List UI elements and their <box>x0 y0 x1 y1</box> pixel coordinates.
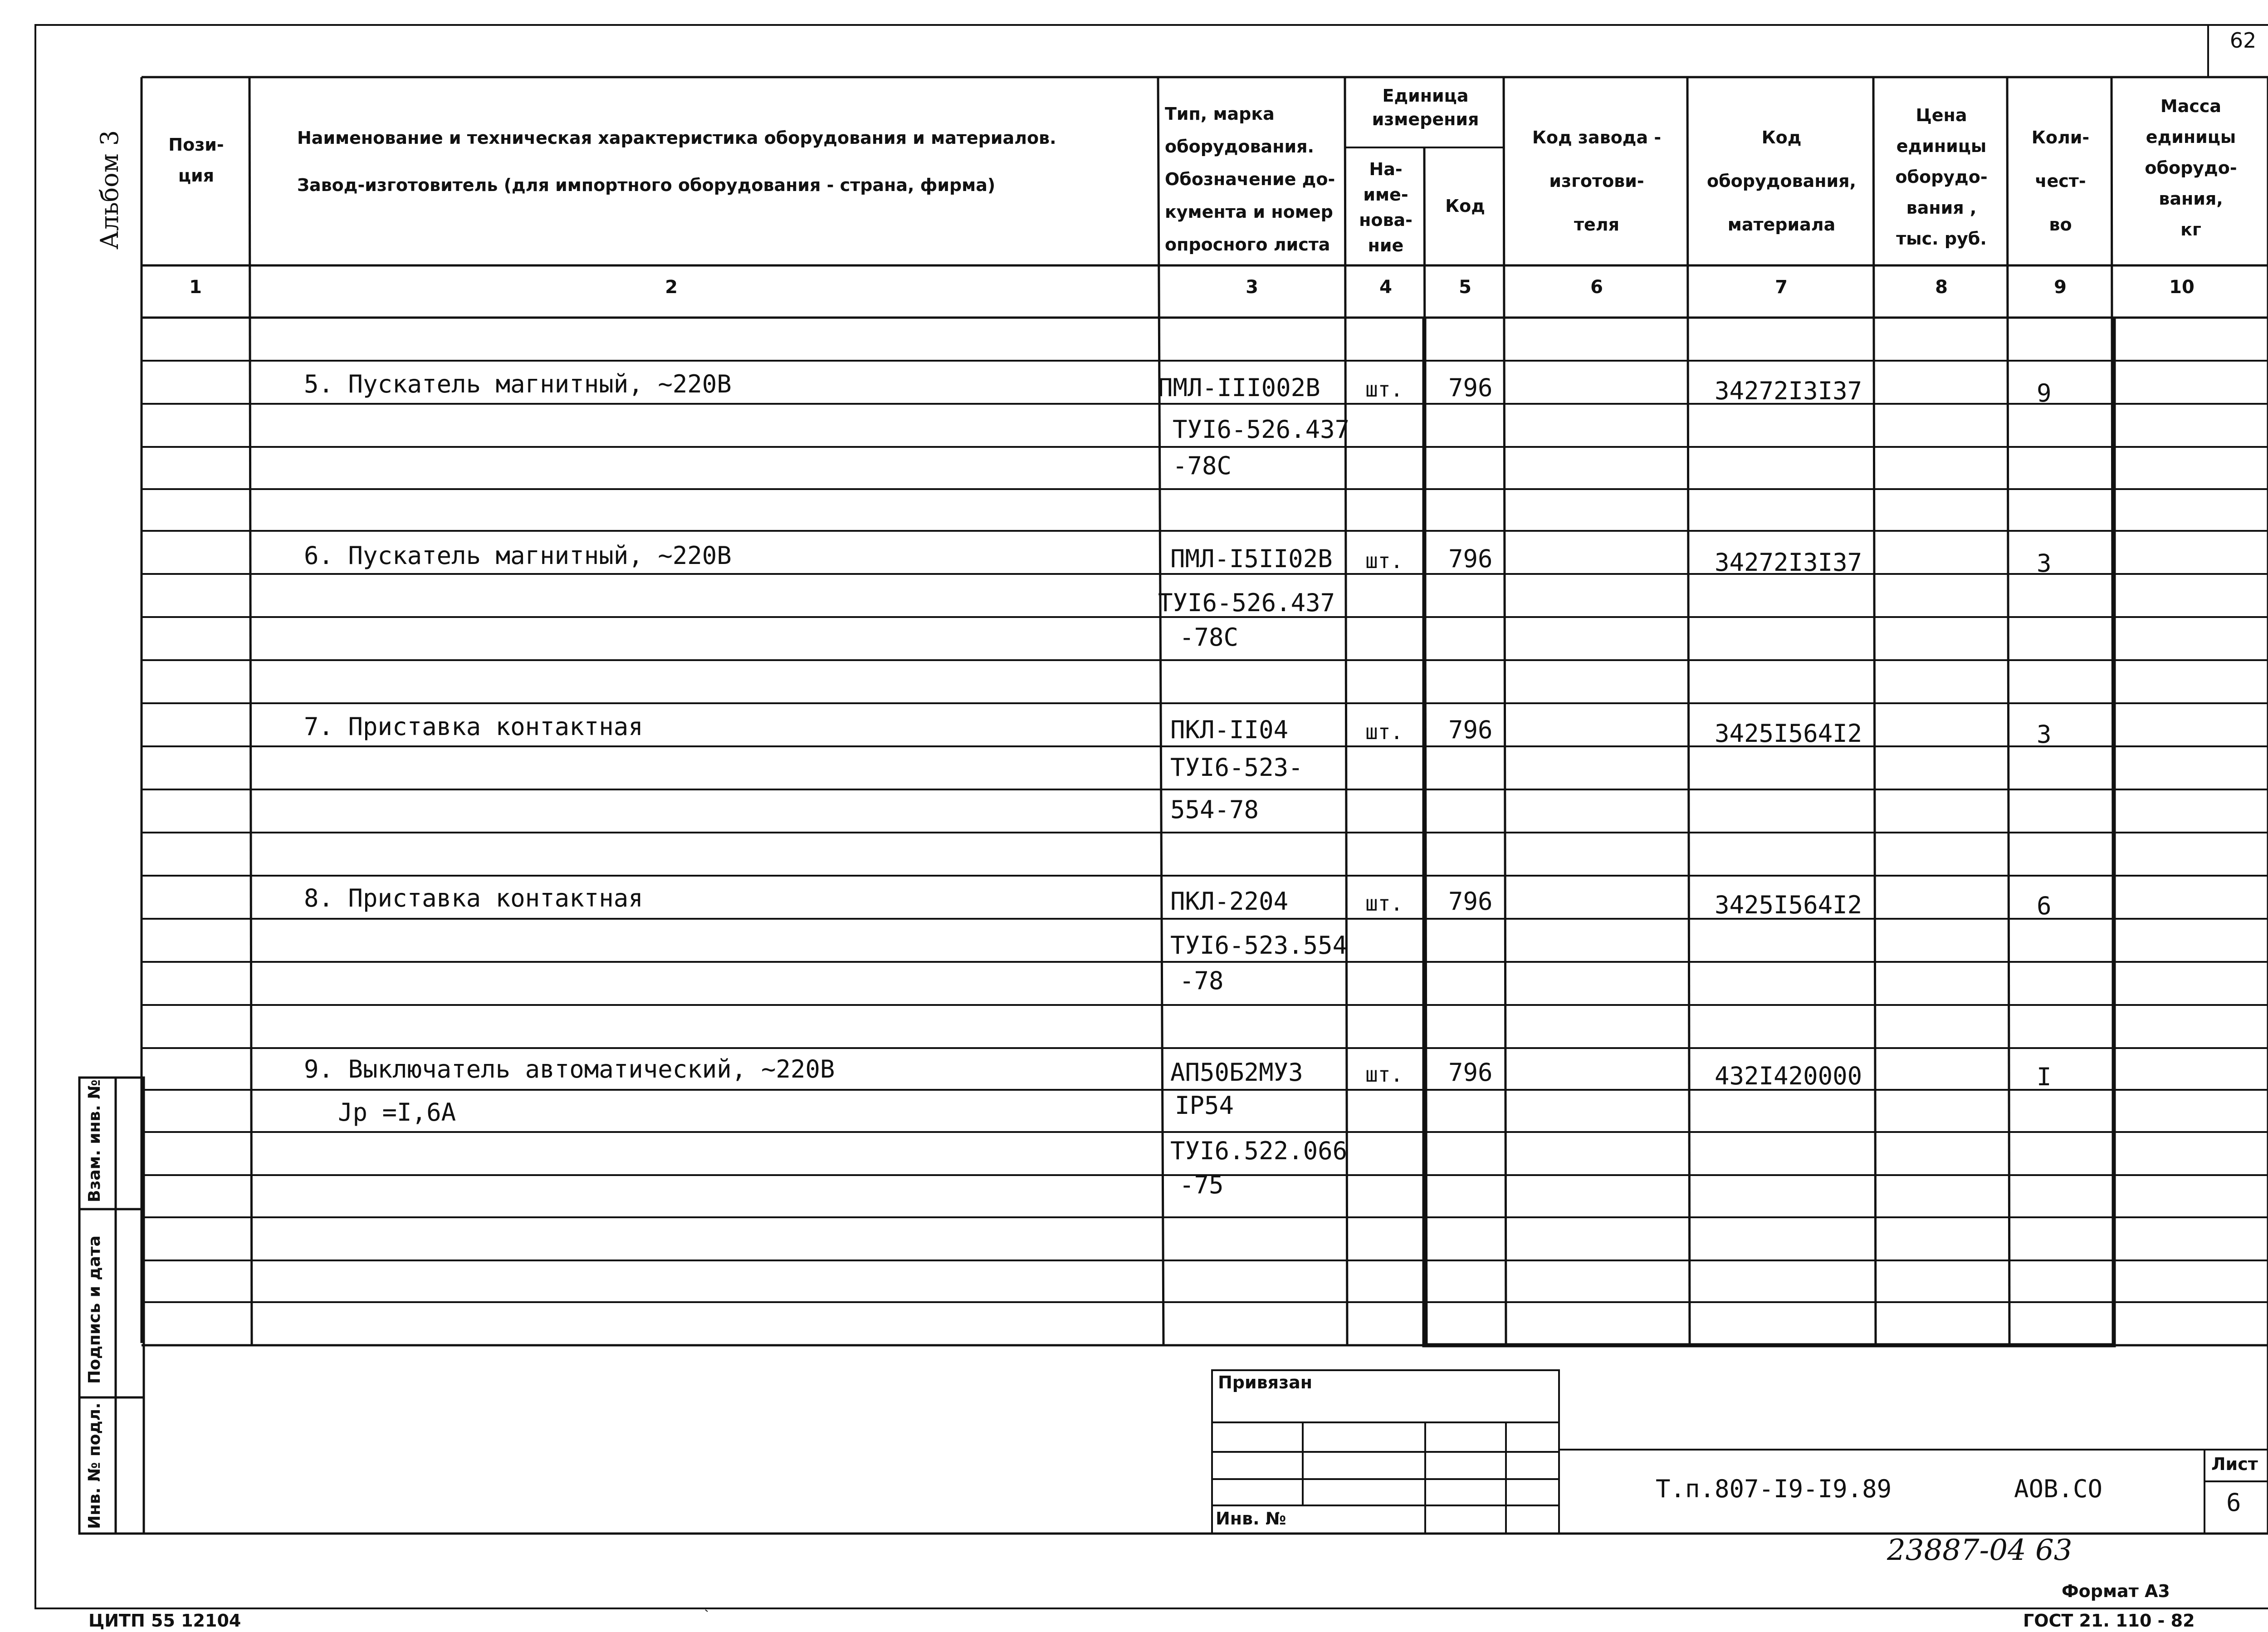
header-material-code: Код оборудования, материала <box>1707 127 1856 235</box>
side-stamp-podpis: Подпись и дата <box>85 1235 104 1384</box>
item-unit-code: 796 <box>1448 373 1493 402</box>
item-type: -78 <box>1179 966 1224 995</box>
item-quantity: 3 <box>2037 549 2052 578</box>
item-material-code: 3425I564I2 <box>1715 891 1862 919</box>
item-type: -75 <box>1179 1171 1224 1199</box>
stamp-set-code: АОВ.СО <box>2014 1475 2103 1503</box>
column-number: 3 <box>1246 277 1258 298</box>
item-quantity: I <box>2037 1063 2052 1091</box>
item-unit: шт. <box>1365 891 1403 916</box>
item-name: 6. Пускатель магнитный, ∼220В <box>304 541 732 570</box>
item-type: -78С <box>1179 623 1239 652</box>
header-unit-code: Код <box>1445 196 1485 216</box>
item-type: ТУI6.522.066 <box>1170 1137 1348 1165</box>
column-number: 7 <box>1775 277 1788 298</box>
side-stamp-inv-podl: Инв. № подл. <box>85 1402 104 1529</box>
footer-citp: ЦИТП 55 12104 <box>88 1611 241 1631</box>
header-name: Наименование и техническая характеристика оборудования и материалов. Завод-изготовитель (для импортного оборудования - страна, фирма) <box>297 128 1056 195</box>
item-material-code: 3425I564I2 <box>1715 719 1862 748</box>
header-price: Цена единицы оборудо- вания , тыс. руб. <box>1895 105 1988 249</box>
item-unit-code: 796 <box>1448 887 1493 916</box>
header-type: Тип, марка оборудования. Обозначение до- кумента и номер опросного листа <box>1165 104 1335 255</box>
item-name: 9. Выключатель автоматический, ∼220В <box>304 1055 835 1083</box>
item-type: -78С <box>1173 451 1232 480</box>
item-unit: шт. <box>1365 1062 1403 1087</box>
album-label: Альбом 3 <box>95 130 124 250</box>
item-type: IP54 <box>1175 1091 1234 1120</box>
page-number: 62 <box>2229 28 2257 53</box>
item-type: 554-78 <box>1170 795 1259 824</box>
item-type: ТУI6-523- <box>1170 753 1303 782</box>
item-name-rating: Jр =I,6А <box>338 1098 456 1127</box>
item-material-code: 34272I3I37 <box>1715 548 1862 577</box>
item-type: ПКЛ-II04 <box>1170 716 1289 744</box>
item-material-code: 432I420000 <box>1715 1062 1862 1090</box>
item-quantity: 6 <box>2037 892 2052 920</box>
item-unit: шт. <box>1365 549 1403 573</box>
header-unit-group: Единица измерения <box>1372 86 1479 129</box>
column-number: 5 <box>1459 277 1471 298</box>
item-name: 5. Пускатель магнитный, ∼220В <box>304 370 732 398</box>
stamp-sheet-label: Лист <box>2211 1454 2258 1474</box>
header-quantity: Коли- чест- во <box>2031 127 2090 235</box>
handwritten-number: 23887-04 63 <box>1887 1534 2072 1567</box>
header-unit-name: На- име- нова- ние <box>1359 159 1413 255</box>
footer-gost: ГОСТ 21. 110 - 82 <box>2023 1611 2195 1631</box>
item-unit: шт. <box>1365 720 1403 744</box>
header-position: Пози- ция <box>168 135 224 186</box>
item-quantity: 9 <box>2037 379 2052 407</box>
item-unit-code: 796 <box>1448 1058 1493 1087</box>
header-factory-code: Код завода - изготови- теля <box>1532 127 1662 235</box>
column-number: 8 <box>1935 277 1948 298</box>
side-stamp-vzam: Взам. инв. № <box>85 1079 104 1202</box>
stamp-doc-code: Т.п.807-I9-I9.89 <box>1656 1475 1892 1503</box>
item-type: ПМЛ-III002В <box>1158 373 1320 402</box>
item-material-code: 34272I3I37 <box>1715 377 1862 405</box>
item-unit-code: 796 <box>1448 716 1493 744</box>
item-name: 7. Приставка контактная <box>304 712 643 741</box>
column-number: 4 <box>1379 277 1392 298</box>
header-mass: Масса единицы оборудо- вания, кг <box>2145 96 2237 240</box>
column-number: 10 <box>2169 277 2195 298</box>
column-number: 6 <box>1590 277 1603 298</box>
item-unit: шт. <box>1365 377 1403 402</box>
item-type: ПКЛ-2204 <box>1170 887 1289 916</box>
item-type: ТУI6-526.437 <box>1173 415 1350 444</box>
item-type: ТУI6-526.437 <box>1158 588 1335 617</box>
item-name: 8. Приставка контактная <box>304 884 643 912</box>
stamp-sheet-number: 6 <box>2226 1488 2241 1517</box>
item-quantity: 3 <box>2037 720 2052 749</box>
column-number: 2 <box>665 277 678 298</box>
item-unit-code: 796 <box>1448 544 1493 573</box>
footer-format: Формат А3 <box>2062 1581 2170 1601</box>
column-number: 9 <box>2054 277 2067 298</box>
column-number: 1 <box>189 277 202 298</box>
stamp-inv-no: Инв. № <box>1216 1509 1286 1529</box>
item-type: ТУI6-523.554 <box>1170 931 1348 960</box>
stamp-privyazan: Привязан <box>1218 1372 1313 1392</box>
item-type: АП50Б2МУЗ <box>1170 1058 1303 1087</box>
item-type: ПМЛ-I5II02В <box>1170 544 1333 573</box>
